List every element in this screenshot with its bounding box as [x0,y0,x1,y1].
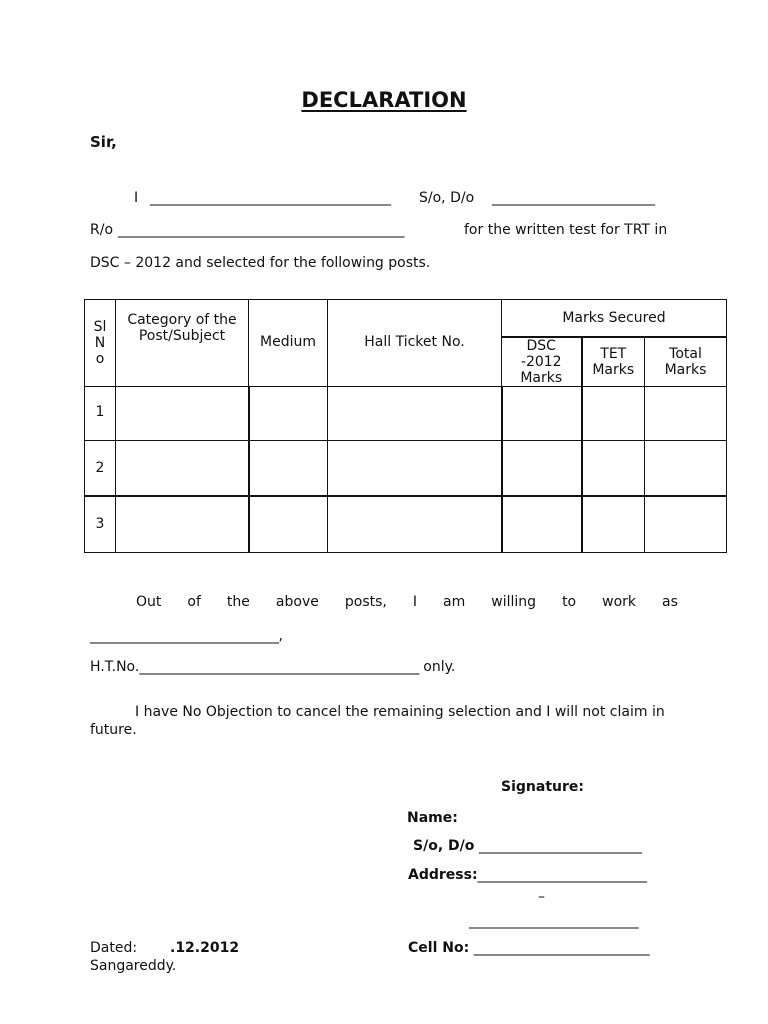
place: Sangareddy. [90,958,177,974]
para1-so-do: S/o, D/o [419,190,475,206]
header-tet-marks: TET Marks [582,337,645,387]
medium-cell[interactable] [249,440,328,496]
dsc-marks-cell[interactable] [502,440,582,496]
medium-cell[interactable] [249,496,328,552]
total-marks-cell[interactable] [645,496,727,552]
tet-marks-cell[interactable] [582,440,645,496]
posts-table [84,299,727,553]
category-cell[interactable] [116,440,249,496]
cell-blank: ___________________________ [473,940,650,956]
dsc-marks-cell[interactable] [502,386,582,440]
header-total-marks: Total Marks [645,337,727,387]
para1-line2-suffix: for the written test for TRT in [464,222,668,238]
htno-blank: ___________________________________________ [139,659,419,675]
row-number: 1 [85,386,116,440]
para1-line1-prefix: I [134,190,139,206]
page-title: DECLARATION [301,88,467,112]
para3-line1: I have No Objection to cancel the remaining selection and I will not claim in [135,704,665,720]
so-do-blank: _________________________ [478,838,642,854]
hall-ticket-cell[interactable] [328,496,502,552]
para1-line2-prefix: R/o [90,222,114,238]
name-blank: _____________________________________ [150,190,391,206]
parent-blank: _________________________ [492,190,655,206]
hall-ticket-cell[interactable] [328,440,502,496]
so-do-line: S/o, D/o _________________________ [413,838,642,854]
address-dash: – [538,889,545,905]
para2-line1: Out of the above posts, I am willing to work as [136,594,678,610]
total-marks-cell[interactable] [645,440,727,496]
row-number: 3 [85,496,116,552]
residence-blank: ____________________________________________ [118,222,404,238]
address-line: Address:__________________________ [408,867,647,883]
category-cell[interactable] [116,496,249,552]
hall-ticket-cell[interactable] [328,386,502,440]
tet-marks-cell[interactable] [582,496,645,552]
dated-value: .12.2012 [170,940,240,956]
signature-label: Signature: [501,779,584,795]
header-medium: Medium [249,300,328,387]
category-cell[interactable] [116,386,249,440]
total-marks-cell[interactable] [645,386,727,440]
header-dsc-marks: DSC -2012 Marks [502,337,582,387]
cell-line: Cell No: ___________________________ [408,940,650,956]
header-category: Category of the Post/Subject [116,300,249,387]
header-sl-no: Sl N o [85,300,116,387]
name-label: Name: [407,810,458,826]
dsc-marks-cell[interactable] [502,496,582,552]
table-row [85,496,727,552]
table-row [85,440,727,496]
salutation: Sir, [90,133,117,151]
willing-post-blank: _____________________________, [90,628,283,644]
tet-marks-cell[interactable] [582,386,645,440]
para3-line2: future. [90,722,137,738]
htno-line: H.T.No.___________________________________________ only. [90,659,456,675]
dated-label: Dated: [90,940,138,956]
header-marks-secured: Marks Secured [502,300,727,337]
address-blank: __________________________ [477,867,647,883]
table-row [85,386,727,440]
medium-cell[interactable] [249,386,328,440]
row-number: 2 [85,440,116,496]
para1-line3: DSC – 2012 and selected for the following posts. [90,255,431,271]
address-blank-2: __________________________ [469,913,638,929]
header-hall-ticket: Hall Ticket No. [328,300,502,387]
